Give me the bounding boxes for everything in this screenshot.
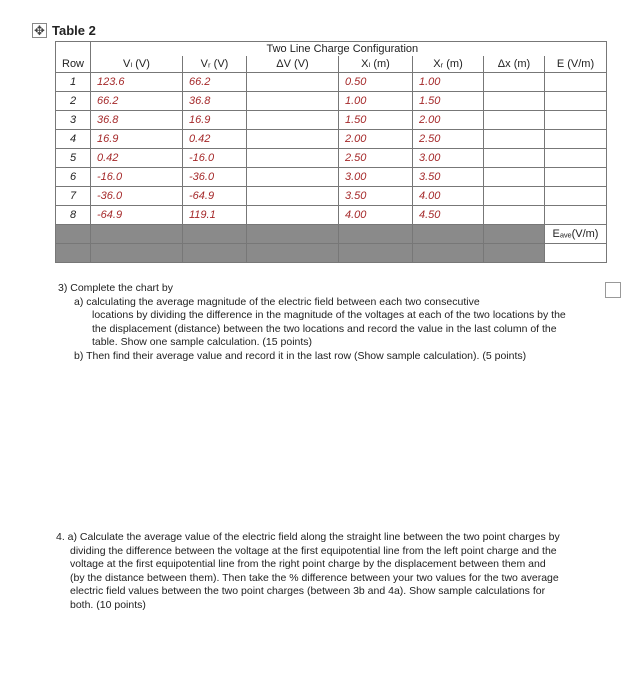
q3-b-line: b) Then find their average value and record it in the last row (Show sample calculation). (5 points) [74, 349, 527, 362]
col-header-dx: Δx (m) [484, 56, 545, 73]
xl-cell: 1.50 [339, 111, 413, 130]
dx-cell[interactable] [484, 168, 545, 187]
config-header: Two Line Charge Configuration [247, 42, 484, 56]
xr-cell: 3.00 [413, 149, 484, 168]
vr-cell: 119.1 [183, 206, 247, 225]
vl-cell: 36.8 [91, 111, 183, 130]
e-cell[interactable] [545, 111, 607, 130]
config-header-row [56, 42, 607, 56]
col-header-vl: Vₗ (V) [91, 56, 183, 73]
row-number-cell: 8 [56, 206, 91, 225]
checkbox[interactable] [605, 282, 621, 298]
vl-cell: 16.9 [91, 130, 183, 149]
dx-cell[interactable] [484, 130, 545, 149]
avg-field-label: Eₐᵥₑ(V/m) [545, 225, 607, 244]
row-number-cell: 7 [56, 187, 91, 206]
q4-line-4: (by the distance between them). Then take the % difference between your two values for the two average [70, 571, 559, 584]
q4-line-3: voltage at the first equipotential line from the right point charge by the displacement between them and [70, 558, 546, 570]
avg-field-value[interactable] [545, 244, 607, 263]
dx-cell[interactable] [484, 149, 545, 168]
col-header-vr: Vᵣ (V) [183, 56, 247, 73]
dv-cell[interactable] [247, 187, 339, 206]
dv-cell[interactable] [247, 73, 339, 92]
table-row [56, 92, 607, 111]
row-number-cell: 1 [56, 73, 91, 92]
xr-cell: 3.50 [413, 168, 484, 187]
xl-cell: 3.50 [339, 187, 413, 206]
dx-cell[interactable] [484, 206, 545, 225]
row-number-cell: 4 [56, 130, 91, 149]
vl-cell: -64.9 [91, 206, 183, 225]
xl-cell: 3.00 [339, 168, 413, 187]
dv-cell[interactable] [247, 92, 339, 111]
q3-a-line-3: the displacement (distance) between the two locations and record the value in the last column of the [92, 322, 557, 335]
dv-cell[interactable] [247, 168, 339, 187]
table-move-handle-icon[interactable]: ✥ [32, 23, 47, 38]
vr-cell: -36.0 [183, 168, 247, 187]
dv-cell[interactable] [247, 149, 339, 168]
dx-cell[interactable] [484, 92, 545, 111]
q4-line-2: dividing the difference between the voltage at the first equipotential line from the left point charge and the [70, 544, 557, 557]
gray-row-1 [56, 225, 607, 244]
table-row [56, 111, 607, 130]
xr-cell: 2.50 [413, 130, 484, 149]
table-row [56, 206, 607, 225]
e-cell[interactable] [545, 130, 607, 149]
vr-cell: 66.2 [183, 73, 247, 92]
e-cell[interactable] [545, 168, 607, 187]
q3-a-line-4: table. Show one sample calculation. (15 points) [92, 336, 313, 348]
xr-cell: 1.50 [413, 92, 484, 111]
row-number-cell: 2 [56, 92, 91, 111]
vr-cell: -16.0 [183, 149, 247, 168]
vl-cell: -16.0 [91, 168, 183, 187]
table-row [56, 168, 607, 187]
xr-cell: 4.00 [413, 187, 484, 206]
e-cell[interactable] [545, 206, 607, 225]
e-cell[interactable] [545, 73, 607, 92]
q4-line-1: 4. a) Calculate the average value of the electric field along the straight line between the two point charges by [56, 531, 560, 543]
xr-cell: 2.00 [413, 111, 484, 130]
vr-cell: 0.42 [183, 130, 247, 149]
dx-cell[interactable] [484, 187, 545, 206]
xr-cell: 1.00 [413, 73, 484, 92]
xr-cell: 4.50 [413, 206, 484, 225]
vl-cell: 0.42 [91, 149, 183, 168]
xl-cell: 2.50 [339, 149, 413, 168]
dv-cell[interactable] [247, 130, 339, 149]
row-number-cell: 6 [56, 168, 91, 187]
gray-row-2 [56, 244, 607, 263]
vl-cell: 66.2 [91, 92, 183, 111]
question-4 [56, 531, 610, 612]
q3-intro: 3) Complete the chart by [58, 282, 173, 294]
vl-cell: 123.6 [91, 73, 183, 92]
row-number-cell: 5 [56, 149, 91, 168]
dx-cell[interactable] [484, 73, 545, 92]
table-title: Table 2 [52, 23, 96, 38]
col-header-dv: ΔV (V) [247, 56, 339, 73]
table-row [56, 187, 607, 206]
xl-cell: 4.00 [339, 206, 413, 225]
table-row [56, 73, 607, 92]
column-header-row [56, 56, 607, 73]
q3-a-line-1: a) calculating the average magnitude of the electric field between each two consecutive [74, 295, 480, 308]
vr-cell: -64.9 [183, 187, 247, 206]
vr-cell: 16.9 [183, 111, 247, 130]
q4-line-5: electric field values between the two point charges (between 3b and 4a). Show sample calculations for [70, 585, 546, 597]
xl-cell: 0.50 [339, 73, 413, 92]
e-cell[interactable] [545, 187, 607, 206]
row-number-cell: 3 [56, 111, 91, 130]
data-table [55, 41, 607, 263]
col-header-row: Row [56, 56, 91, 73]
question-3 [58, 282, 566, 363]
q3-a-line-2: locations by dividing the difference in the magnitude of the voltages at each of the two locations by the [92, 309, 566, 321]
col-header-e: E (V/m) [545, 56, 607, 73]
table-row [56, 149, 607, 168]
col-header-xl: Xₗ (m) [339, 56, 413, 73]
dx-cell[interactable] [484, 111, 545, 130]
dv-cell[interactable] [247, 111, 339, 130]
xl-cell: 2.00 [339, 130, 413, 149]
q4-line-6: both. (10 points) [70, 598, 146, 611]
table-row [56, 130, 607, 149]
col-header-xr: Xᵣ (m) [413, 56, 484, 73]
e-cell[interactable] [545, 149, 607, 168]
vr-cell: 36.8 [183, 92, 247, 111]
e-cell[interactable] [545, 92, 607, 111]
vl-cell: -36.0 [91, 187, 183, 206]
dv-cell[interactable] [247, 206, 339, 225]
xl-cell: 1.00 [339, 92, 413, 111]
